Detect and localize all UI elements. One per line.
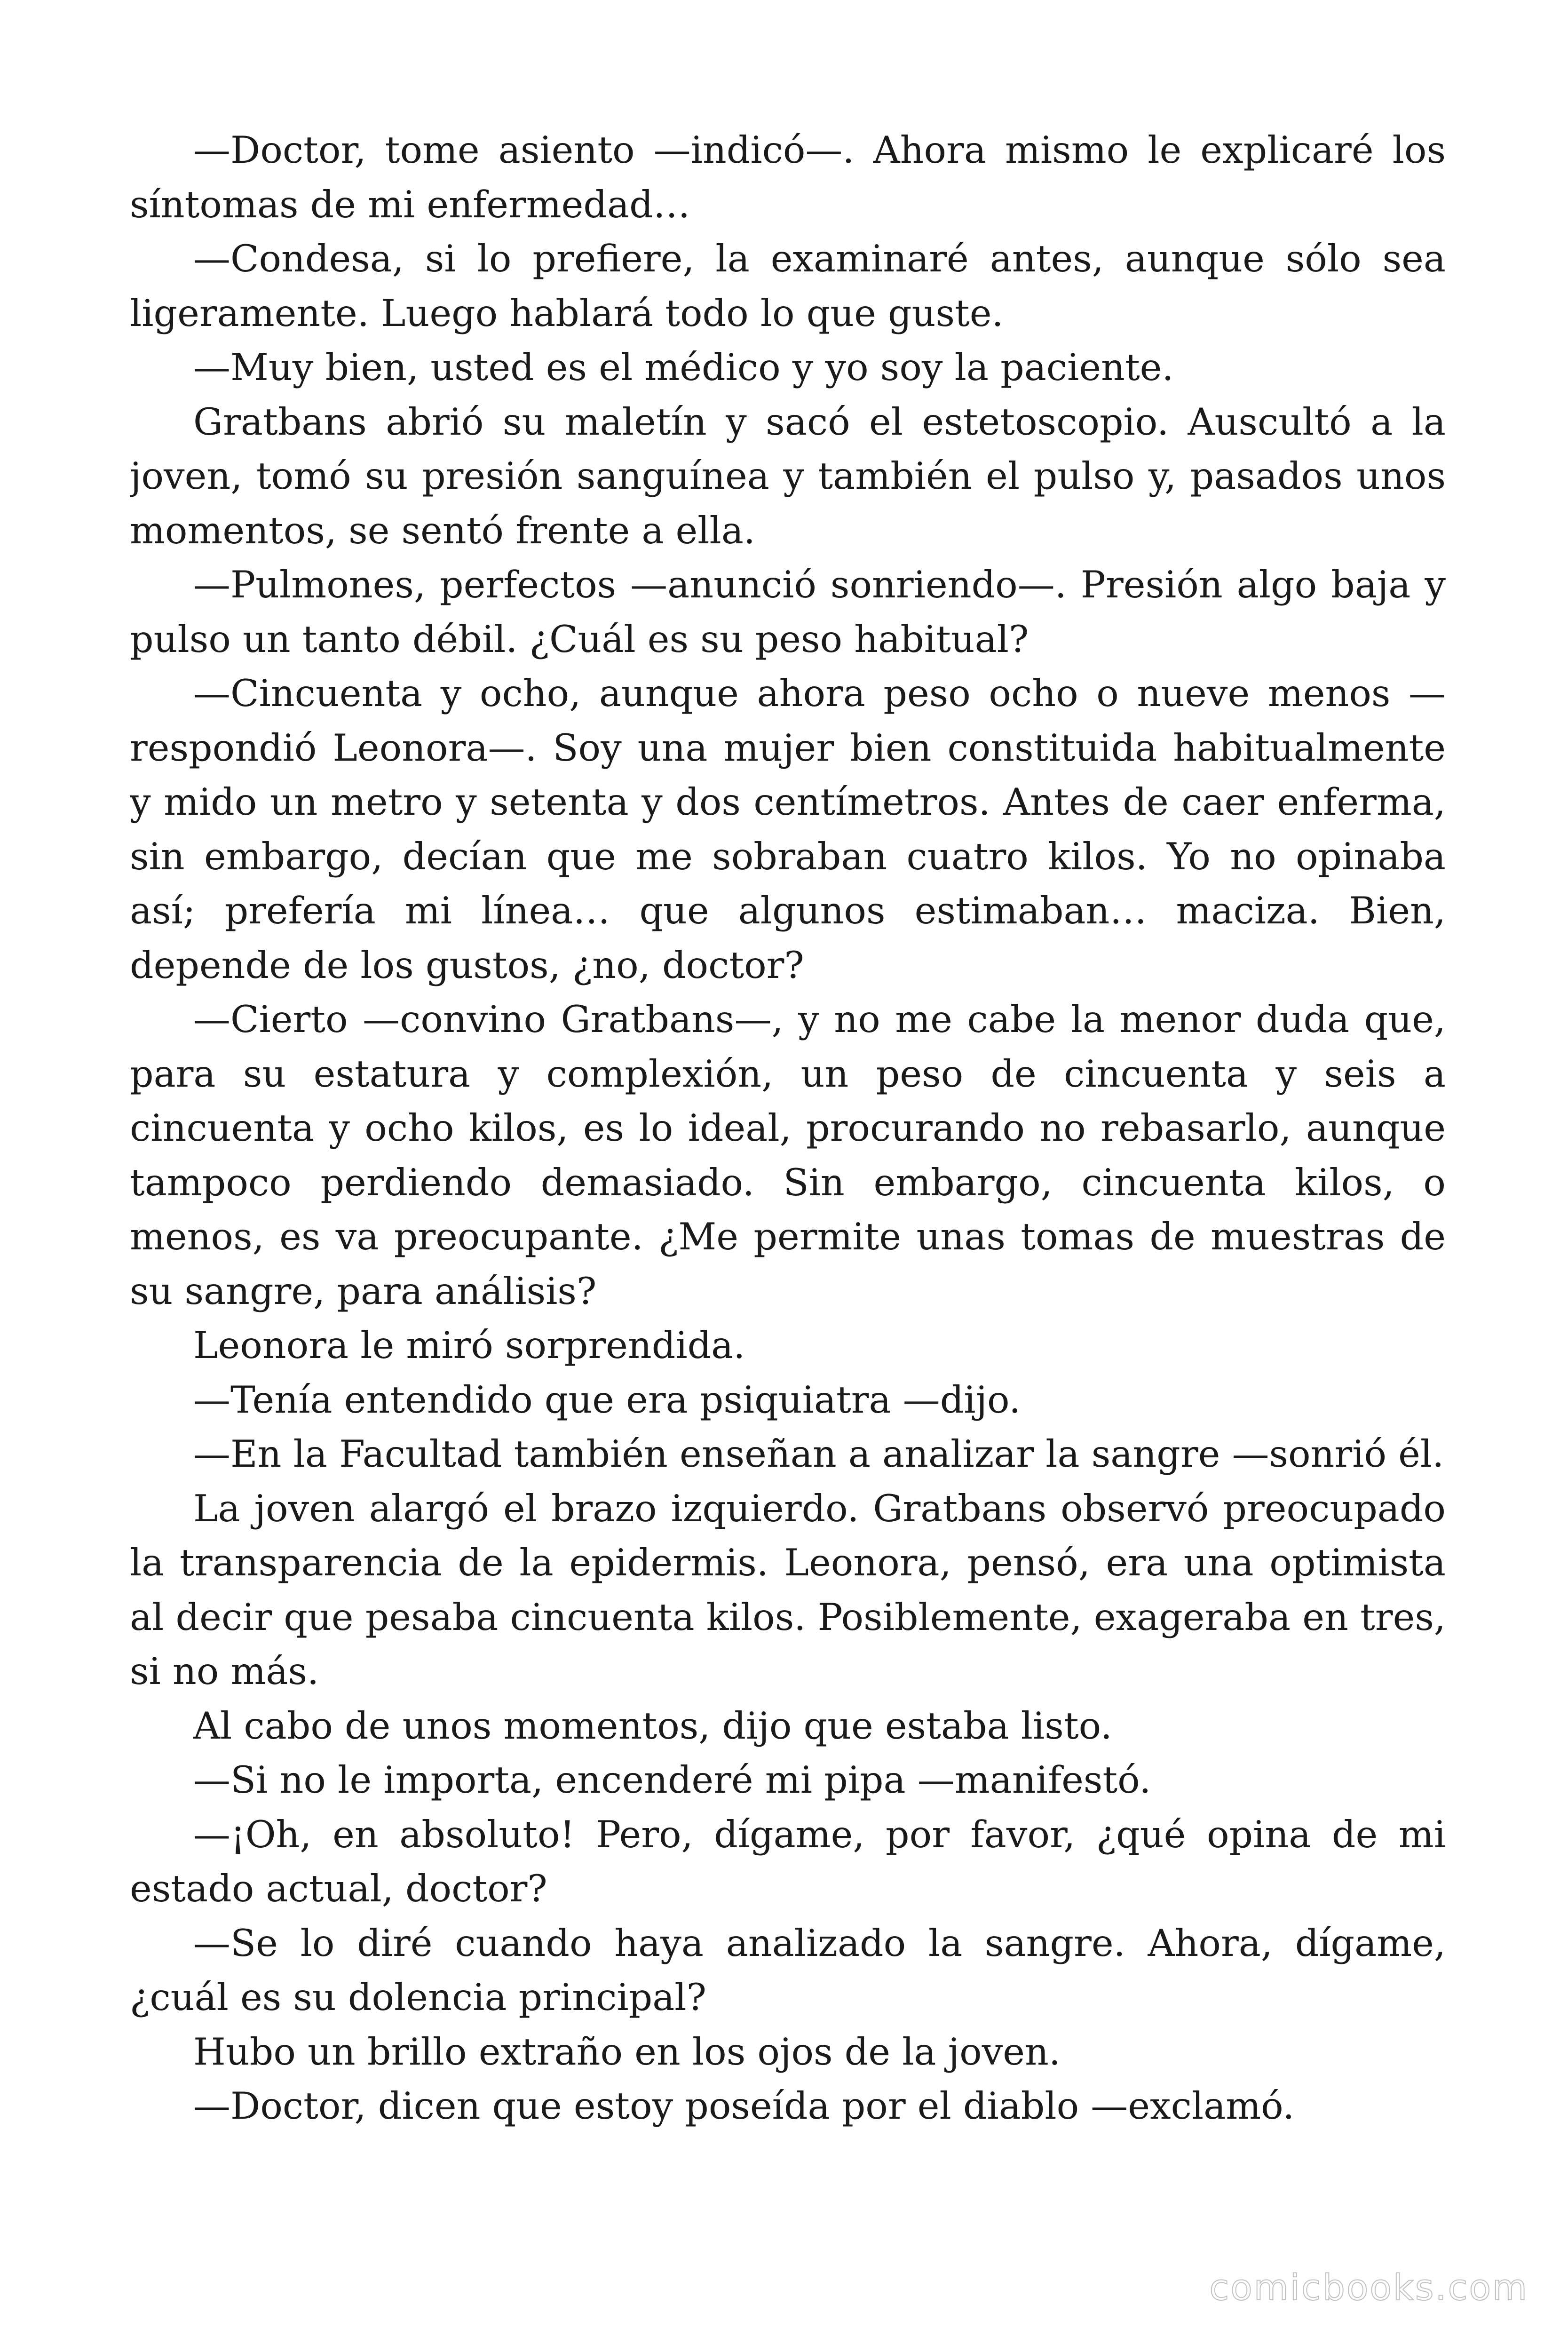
paragraph: —Tenía entendido que era psiquiatra —dijo. xyxy=(193,1378,1021,1422)
paragraph: —¡Oh, en absoluto! Pero, dígame, por favor, ¿qué opina de mi estado actual, doctor? xyxy=(130,1812,1446,1910)
paragraph: La joven alargó el brazo izquierdo. Gratbans observó preocupado la transparencia de la epidermis. Leonora, pensó, era una optimista al decir que pesaba cincuenta kilos. Posiblemente, exageraba en tres, si no más. xyxy=(130,1486,1446,1693)
paragraph: —En la Facultad también enseñan a analizar la sangre —sonrió él. xyxy=(193,1432,1444,1476)
book-page-text xyxy=(130,123,1446,2193)
paragraph: —Condesa, si lo prefiere, la examinaré antes, aunque sólo sea ligeramente. Luego hablará todo lo que guste. xyxy=(130,237,1446,335)
paragraph: —Cincuenta y ocho, aunque ahora peso ocho o nueve menos —respondió Leonora—. Soy una mujer bien constituida habitualmente y mido un metro y setenta y dos centímetros. Antes de caer enferma, sin embargo, decían que me sobraban cuatro kilos. Yo no opinaba así; prefería mi línea… que algunos estimaban… maciza. Bien, depende de los gustos, ¿no, doctor? xyxy=(130,672,1446,987)
paragraph: Gratbans abrió su maletín y sacó el estetoscopio. Auscultó a la joven, tomó su presión sanguínea y también el pulso y, pasados unos momentos, se sentó frente a ella. xyxy=(130,400,1446,552)
watermark: comicbooks.com xyxy=(1209,2266,1528,2308)
paragraph: —Se lo diré cuando haya analizado la sangre. Ahora, dígame, ¿cuál es su dolencia principal? xyxy=(130,1921,1446,2019)
paragraph: Al cabo de unos momentos, dijo que estaba listo. xyxy=(193,1704,1112,1748)
paragraph: —Doctor, dicen que estoy poseída por el diablo —exclamó. xyxy=(193,2084,1295,2128)
paragraph: Leonora le miró sorprendida. xyxy=(193,1324,745,1367)
paragraph: —Cierto —convino Gratbans—, y no me cabe la menor duda que, para su estatura y complexión, un peso de cincuenta y seis a cincuenta y ocho kilos, es lo ideal, procurando no rebasarlo, aunque tampoco perdiendo demasiado. Sin embargo, cincuenta kilos, o menos, es va preocupante. ¿Me permite unas tomas de muestras de su sangre, para análisis? xyxy=(130,998,1446,1313)
paragraph: —Muy bien, usted es el médico y yo soy la paciente. xyxy=(193,346,1174,389)
paragraph: —Si no le importa, encenderé mi pipa —manifestó. xyxy=(193,1758,1151,1802)
paragraph: —Doctor, tome asiento —indicó—. Ahora mismo le explicaré los síntomas de mi enfermedad… xyxy=(130,128,1446,226)
paragraph: —Pulmones, perfectos —anunció sonriendo—. Presión algo baja y pulso un tanto débil. ¿Cuál es su peso habitual? xyxy=(130,563,1446,661)
paragraph: Hubo un brillo extraño en los ojos de la joven. xyxy=(193,2030,1061,2074)
